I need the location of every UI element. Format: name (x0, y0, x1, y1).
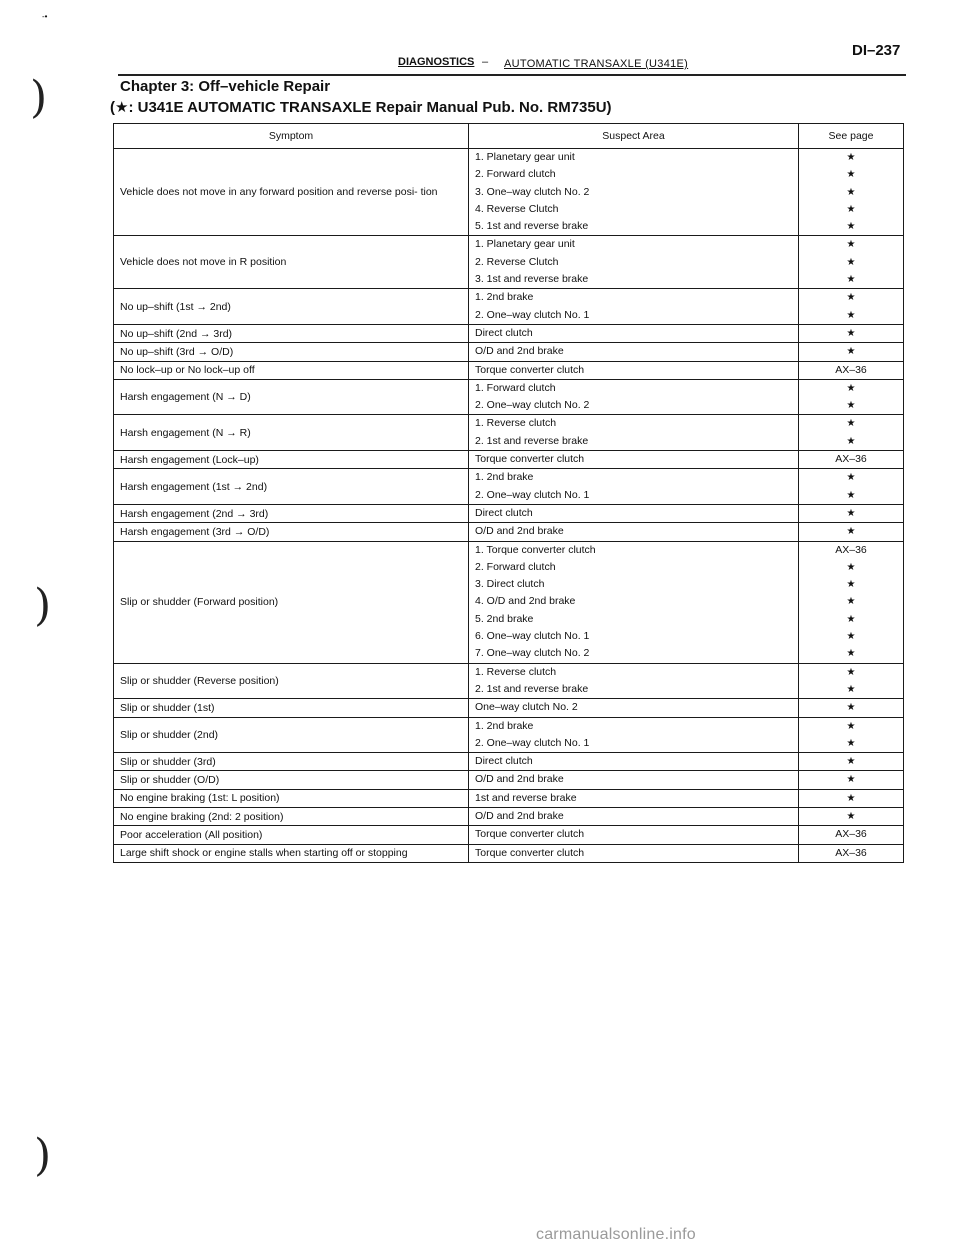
suspect-item: 2. One–way clutch No. 1 (475, 308, 590, 321)
section-label: DIAGNOSTICS (398, 56, 475, 68)
page-reference: AX–36 (835, 363, 867, 376)
suspect-item: 2. Forward clutch (475, 168, 556, 181)
suspect-item: 2. Forward clutch (475, 560, 556, 573)
suspect-area-cell (469, 771, 799, 789)
suspect-area-cell (469, 324, 799, 342)
symptom-cell: Poor acceleration (All position) (114, 826, 469, 844)
see-page-cell (799, 451, 904, 469)
table-row (114, 844, 904, 862)
symptom-cell: Slip or shudder (2nd) (114, 717, 469, 753)
suspect-item: O/D and 2nd brake (475, 809, 564, 822)
table-row (114, 361, 904, 379)
chapter-subtitle: (★: U341E AUTOMATIC TRANSAXLE Repair Manual Pub. No. RM735U) (110, 99, 612, 116)
star-reference: ★ (846, 720, 856, 732)
see-page-cell (799, 717, 904, 753)
star-reference: ★ (846, 309, 856, 321)
table-row (114, 771, 904, 789)
suspect-item: 2. One–way clutch No. 1 (475, 488, 590, 501)
star-reference: ★ (846, 221, 856, 233)
symptom-cell: No engine braking (2nd: 2 position) (114, 807, 469, 825)
table-row (114, 753, 904, 771)
table-row (114, 826, 904, 844)
see-page-cell (799, 379, 904, 415)
suspect-area-cell (469, 807, 799, 825)
star-reference: ★ (846, 346, 856, 358)
suspect-item: 3. One–way clutch No. 2 (475, 185, 590, 198)
star-reference: ★ (846, 169, 856, 181)
star-reference: ★ (846, 203, 856, 215)
section-subtitle: AUTOMATIC TRANSAXLE (U341E) (504, 58, 689, 70)
symptom-cell: Harsh engagement (N → R) (114, 415, 469, 451)
see-page-cell (799, 149, 904, 236)
suspect-area-cell (469, 149, 799, 236)
star-reference: ★ (846, 648, 856, 660)
see-page-cell (799, 699, 904, 717)
suspect-area-cell (469, 699, 799, 717)
table-row (114, 523, 904, 541)
binder-hole-mark: ) (34, 580, 52, 631)
suspect-area-cell (469, 826, 799, 844)
star-reference: ★ (846, 792, 856, 804)
star-reference: ★ (846, 810, 856, 822)
suspect-area-cell (469, 343, 799, 361)
suspect-item: 7. One–way clutch No. 2 (475, 647, 590, 660)
star-reference: ★ (846, 152, 856, 163)
star-reference: ★ (846, 579, 856, 591)
see-page-cell (799, 361, 904, 379)
star-reference: ★ (846, 702, 856, 714)
suspect-area-cell (469, 379, 799, 415)
symptom-cell: Slip or shudder (Reverse position) (114, 663, 469, 699)
suspect-item: 1. Forward clutch (475, 381, 556, 394)
suspect-item: Direct clutch (475, 326, 533, 339)
suspect-area-cell (469, 523, 799, 541)
page-reference: AX–36 (835, 453, 867, 466)
suspect-area-cell (469, 717, 799, 753)
symptom-cell: No up–shift (3rd → O/D) (114, 343, 469, 361)
suspect-area-cell (469, 844, 799, 862)
star-reference: ★ (846, 737, 856, 749)
header-suspect-area: Suspect Area (469, 124, 799, 149)
see-page-cell (799, 415, 904, 451)
see-page-cell (799, 504, 904, 522)
symptom-cell: Slip or shudder (Forward position) (114, 541, 469, 663)
suspect-item: 1. Reverse clutch (475, 417, 557, 430)
table-header-row (114, 124, 904, 149)
star-reference: ★ (846, 239, 856, 251)
star-reference: ★ (846, 631, 856, 643)
table-row (114, 663, 904, 699)
suspect-item: 1. Torque converter clutch (475, 543, 596, 556)
table-row (114, 504, 904, 522)
star-reference: ★ (846, 382, 856, 394)
see-page-cell (799, 753, 904, 771)
suspect-item: 1. Reverse clutch (475, 665, 557, 678)
symptom-cell: Vehicle does not move in R position (114, 236, 469, 289)
suspect-item: O/D and 2nd brake (475, 525, 564, 538)
table-row (114, 807, 904, 825)
suspect-area-cell (469, 753, 799, 771)
suspect-area-cell (469, 361, 799, 379)
troubleshooting-table (113, 123, 904, 863)
suspect-item: 3. 1st and reverse brake (475, 273, 589, 286)
suspect-item: 5. 2nd brake (475, 612, 534, 625)
table-row (114, 717, 904, 753)
star-reference: ★ (846, 435, 856, 447)
table-row (114, 324, 904, 342)
symptom-cell: Harsh engagement (3rd → O/D) (114, 523, 469, 541)
suspect-item: Torque converter clutch (475, 453, 585, 466)
see-page-cell (799, 789, 904, 807)
table-row (114, 699, 904, 717)
table-row (114, 469, 904, 505)
table-row (114, 149, 904, 236)
suspect-area-cell (469, 236, 799, 289)
suspect-area-cell (469, 789, 799, 807)
star-reference: ★ (846, 186, 856, 198)
star-reference: ★ (846, 256, 856, 268)
see-page-cell (799, 469, 904, 505)
suspect-item: 3. Direct clutch (475, 578, 545, 591)
binder-hole-mark: ) (34, 1130, 52, 1181)
suspect-item: Torque converter clutch (475, 363, 585, 376)
suspect-item: 1. Planetary gear unit (475, 151, 575, 163)
suspect-item: One–way clutch No. 2 (475, 701, 578, 714)
header-symptom: Symptom (114, 124, 469, 149)
suspect-item: Direct clutch (475, 755, 533, 768)
page-reference: AX–36 (835, 846, 867, 859)
see-page-cell (799, 541, 904, 663)
see-page-cell (799, 289, 904, 325)
symptom-cell: Harsh engagement (N → D) (114, 379, 469, 415)
see-page-cell (799, 523, 904, 541)
see-page-cell (799, 807, 904, 825)
suspect-area-cell (469, 504, 799, 522)
symptom-cell: Slip or shudder (O/D) (114, 771, 469, 789)
table-body (114, 149, 904, 863)
suspect-item: 2. 1st and reverse brake (475, 434, 589, 447)
table-row (114, 541, 904, 663)
star-reference: ★ (846, 400, 856, 412)
page-number: DI–237 (852, 42, 901, 59)
suspect-area-cell (469, 541, 799, 663)
table-row (114, 451, 904, 469)
star-reference: ★ (846, 756, 856, 768)
suspect-item: O/D and 2nd brake (475, 345, 564, 358)
suspect-item: 6. One–way clutch No. 1 (475, 630, 590, 643)
star-reference: ★ (846, 596, 856, 608)
star-reference: ★ (846, 292, 856, 304)
see-page-cell (799, 844, 904, 862)
star-reference: ★ (846, 561, 856, 573)
see-page-cell (799, 324, 904, 342)
suspect-item: Torque converter clutch (475, 828, 585, 841)
symptom-cell: Harsh engagement (Lock–up) (114, 451, 469, 469)
symptom-cell: Slip or shudder (1st) (114, 699, 469, 717)
symptom-cell: No lock–up or No lock–up off (114, 361, 469, 379)
suspect-item: Torque converter clutch (475, 846, 585, 859)
suspect-area-cell (469, 663, 799, 699)
binder-hole-mark: ) (30, 72, 48, 123)
see-page-cell (799, 663, 904, 699)
page-reference: AX–36 (835, 543, 867, 556)
suspect-area-cell (469, 289, 799, 325)
scan-mark: -• (42, 12, 48, 21)
suspect-item: 1. Planetary gear unit (475, 238, 575, 251)
suspect-item: 5. 1st and reverse brake (475, 220, 589, 233)
symptom-cell: Slip or shudder (3rd) (114, 753, 469, 771)
header-see-page: See page (799, 124, 904, 149)
suspect-item: 1. 2nd brake (475, 291, 534, 304)
symptom-cell: Harsh engagement (2nd → 3rd) (114, 504, 469, 522)
suspect-item: 1st and reverse brake (475, 791, 577, 804)
suspect-item: 2. One–way clutch No. 2 (475, 399, 590, 412)
star-reference: ★ (846, 613, 856, 625)
suspect-item: 2. One–way clutch No. 1 (475, 736, 590, 749)
star-reference: ★ (846, 526, 856, 538)
see-page-cell (799, 771, 904, 789)
table-row (114, 236, 904, 289)
symptom-cell: No up–shift (2nd → 3rd) (114, 324, 469, 342)
see-page-cell (799, 343, 904, 361)
suspect-item: 1. 2nd brake (475, 471, 534, 484)
star-reference: ★ (846, 683, 856, 695)
symptom-cell: Vehicle does not move in any forward position and reverse posi- tion (114, 149, 469, 236)
page-reference: AX–36 (835, 828, 867, 841)
symptom-cell: Harsh engagement (1st → 2nd) (114, 469, 469, 505)
star-reference: ★ (846, 666, 856, 678)
suspect-item: 4. O/D and 2nd brake (475, 595, 576, 608)
suspect-item: Direct clutch (475, 506, 533, 519)
table-row (114, 289, 904, 325)
table-row (114, 789, 904, 807)
section-separator: – (482, 56, 489, 68)
star-reference: ★ (846, 327, 856, 339)
suspect-item: 2. 1st and reverse brake (475, 682, 589, 695)
symptom-cell: No engine braking (1st: L position) (114, 789, 469, 807)
star-reference: ★ (846, 472, 856, 484)
table-row (114, 343, 904, 361)
symptom-cell: No up–shift (1st → 2nd) (114, 289, 469, 325)
star-reference: ★ (846, 274, 856, 286)
symptom-cell: Large shift shock or engine stalls when starting off or stopping (114, 844, 469, 862)
header-rule (118, 74, 906, 76)
star-reference: ★ (846, 418, 856, 430)
suspect-item: 2. Reverse Clutch (475, 255, 559, 268)
chapter-title: Chapter 3: Off–vehicle Repair (120, 78, 331, 95)
watermark: carmanualsonline.info (536, 1226, 696, 1243)
table-row (114, 415, 904, 451)
see-page-cell (799, 236, 904, 289)
suspect-area-cell (469, 451, 799, 469)
suspect-area-cell (469, 469, 799, 505)
star-reference: ★ (846, 489, 856, 501)
see-page-cell (799, 826, 904, 844)
table-row (114, 379, 904, 415)
suspect-item: 1. 2nd brake (475, 719, 534, 732)
star-reference: ★ (846, 774, 856, 786)
suspect-item: 4. Reverse Clutch (475, 202, 559, 215)
suspect-area-cell (469, 415, 799, 451)
star-reference: ★ (846, 507, 856, 519)
suspect-item: O/D and 2nd brake (475, 773, 564, 786)
